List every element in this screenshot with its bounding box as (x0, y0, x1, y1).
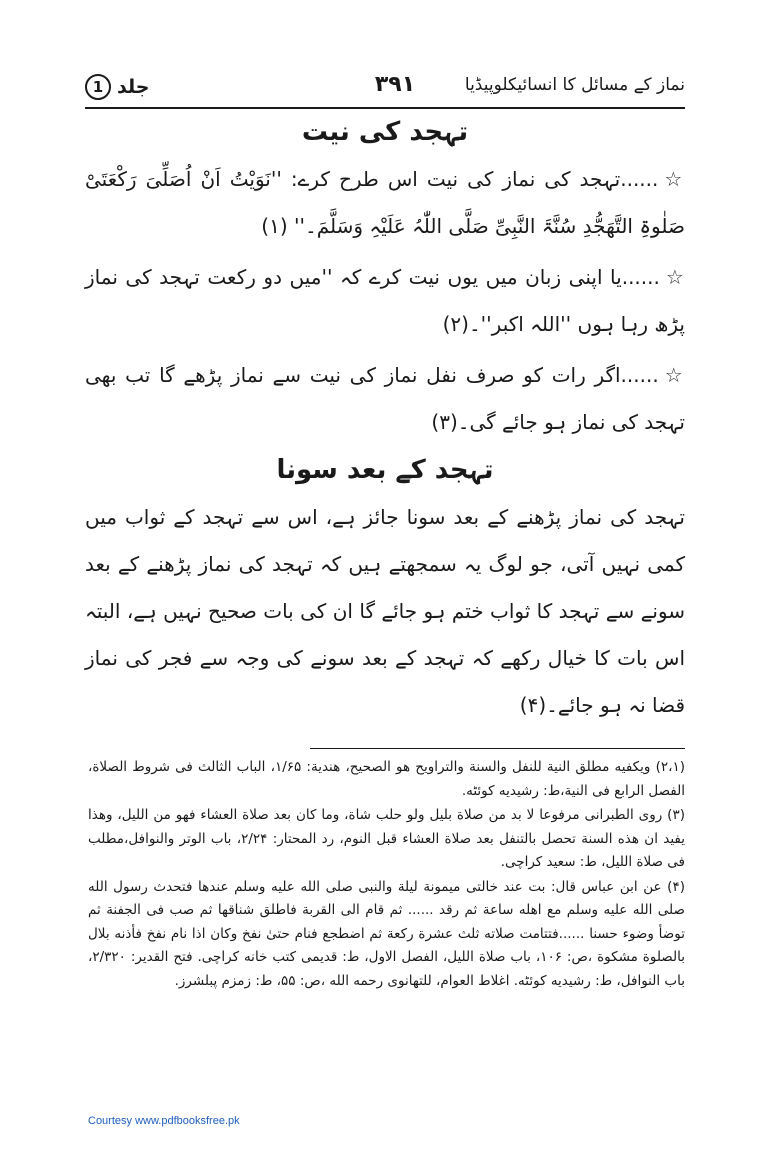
footnotes (88, 756, 685, 994)
section-title-sleep-after-tahajjud: تہجد کے بعد سونا (276, 455, 494, 485)
star-icon: ☆ (664, 363, 685, 387)
footnote-1-2: (۲،۱) ویکفیه مطلق النیة للنفل والسنة والتراویح هو الصحیح، هندیة: ۱/۶۵، الباب الثالث فی شروط الصلاة، الفصل الرابع فی النیة،ط: رشیدیه کوئٹه. (88, 759, 685, 799)
paragraph-niyyat-1 (85, 156, 685, 250)
star-icon: ☆ (665, 265, 685, 289)
paragraph-text: ......اگر رات کو صرف نفل نماز کی نیت سے نماز پڑھے گا تب بھی تہجد کی نماز ہو جائے گی۔(۳) (85, 363, 685, 434)
footnote-divider (310, 748, 685, 749)
volume-number: 1 (85, 74, 111, 100)
star-icon: ☆ (664, 167, 686, 191)
main-content (85, 108, 685, 729)
section-title-tahajjud-niyyat: تہجد کی نیت (301, 117, 469, 147)
footnote-3: (۳) روی الطبرانی مرفوعا لا بد من صلاة بلیل ولو حلب شاة، وما کان بعد صلاة العشاء فهو من اللیل، وهذا یفید ان هذه السنة تحصل بالتنفل بعد صلاة العشاء قبل النوم، رد المحتار: ۲/۲۴، باب الوتر والنوافل،مطلب فی صلاة اللیل، ط: سعید کراچی. (88, 807, 685, 870)
page-number: ۳۹۱ (374, 72, 416, 97)
footnote-4: (۴) عن ابن عباس قال: بت عند خالتی میمونة لیلة والنبی صلی الله علیه وسلم عندها فتحدث رسول الله صلی الله علیه وسلم مع اهله ساعة ثم رقد ...... ثم قام الی القربة فاطلق شناقها ثم صب فی الجفنة ثم توضأ وضوء حسنا ......فتتامت صلاته ثلث عشرة رکعة ثم اضطجع فنام حتیٰ نفخ وکان اذا نام نفخ فأذنه بلال بالصلوة مشکوة ،ص: ۱۰۶، باب صلاة اللیل، الفصل الاول، ط: قدیمی کتب خانه کراچی. فتح القدیر: ۲/۳۲۰، باب النوافل، ط: رشیدیه کوئٹه. اغلاط العوام، للتهانوی رحمه الله ،ص: ۵۵، ط: زمزم پبلشرز. (88, 878, 685, 989)
book-title: نماز کے مسائل کا انسائیکلوپیڈیا (464, 75, 685, 95)
paragraph-text: ......تہجد کی نماز کی نیت اس طرح کرے: ''نَوَیْتُ اَنْ اُصَلِّیَ رَکْعَتَیْ صَلٰوۃِ التَّھَجُّدِ سُنَّۃَ النَّبِیِّ صَلَّی اللّٰہُ عَلَیْہِ وَسَلَّمَ۔'' (۱) (85, 167, 685, 238)
volume-indicator (85, 74, 149, 100)
paragraph-text: ......یا اپنی زبان میں یوں نیت کرے کہ ''میں دو رکعت تہجد کی نماز پڑھ رہا ہوں ''اللہ اکبر''۔(۲) (85, 265, 685, 336)
paragraph-sleep-after: تہجد کی نماز پڑھنے کے بعد سونا جائز ہے، اس سے تہجد کے ثواب میں کمی نہیں آتی، جو لوگ یہ سمجھتے ہیں کہ تہجد کی نماز پڑھنے کے بعد سونے سے تہجد کا ثواب ختم ہو جائے گا ان کی بات صحیح نہیں ہے، البتہ اس بات کا خیال رکھے کہ تہجد کے بعد سونے کی وجہ سے فجر کی نماز قضا نہ ہو جائے۔(۴) (85, 505, 685, 717)
paragraph-niyyat-2 (85, 254, 685, 348)
volume-label: جلد (117, 76, 150, 98)
page-header (85, 70, 685, 104)
courtesy-link[interactable]: Courtesy www.pdfbooksfree.pk (88, 1115, 240, 1127)
paragraph-niyyat-3 (85, 352, 685, 446)
